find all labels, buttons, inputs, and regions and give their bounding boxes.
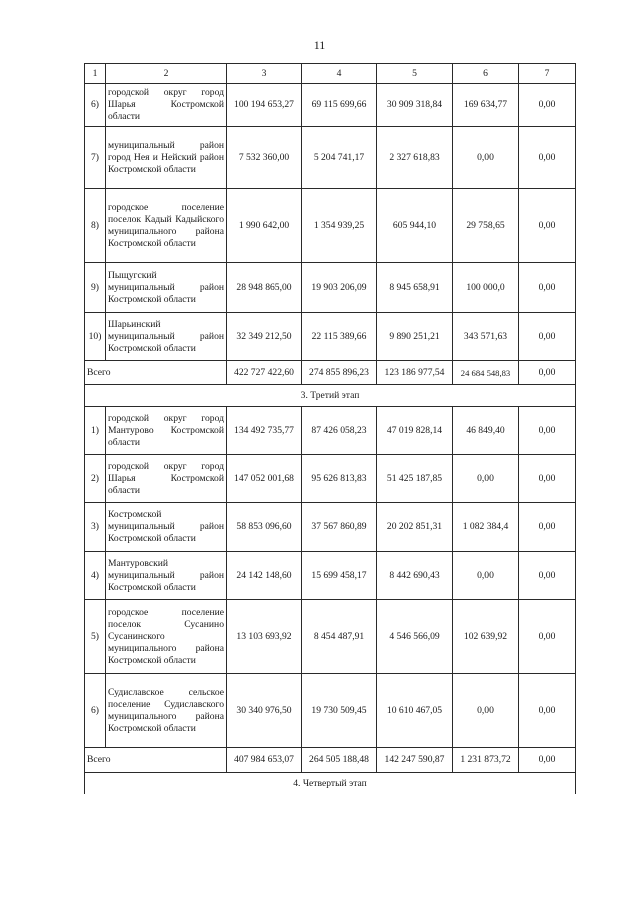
cell-fund: 19 903 206,09: [302, 263, 377, 313]
cell-total-cost: 100 194 653,27: [227, 84, 302, 127]
cell-other: 0,00: [519, 600, 576, 674]
total-regional-budget: 123 186 977,54: [377, 361, 453, 385]
column-header: 3: [227, 64, 302, 84]
total-cost: 407 984 653,07: [227, 748, 302, 773]
total-local-budget: 24 684 548,83: [453, 361, 519, 385]
cell-local-budget: 343 571,63: [453, 313, 519, 361]
cell-local-budget: 0,00: [453, 455, 519, 503]
cell-other: 0,00: [519, 407, 576, 455]
cell-regional-budget: 47 019 828,14: [377, 407, 453, 455]
total-fund: 264 505 188,48: [302, 748, 377, 773]
total-regional-budget: 142 247 590,87: [377, 748, 453, 773]
total-label: Всего: [85, 748, 227, 773]
funding-table: [84, 63, 576, 794]
cell-local-budget: 169 634,77: [453, 84, 519, 127]
municipality-name: Судиславское сельское поселение Судиславского муниципального района Костромской области: [106, 674, 227, 748]
cell-other: 0,00: [519, 552, 576, 600]
row-number: 4): [85, 552, 106, 600]
cell-local-budget: 46 849,40: [453, 407, 519, 455]
table-row: [85, 84, 576, 127]
municipality-name: городской округ город Шарья Костромской области: [106, 84, 227, 127]
cell-local-budget: 1 082 384,4: [453, 503, 519, 552]
stage-title: 4. Четвертый этап: [85, 773, 576, 795]
total-row: [85, 361, 576, 385]
municipality-name: городское поселение поселок Сусанино Сусанинского муниципального района Костромской области: [106, 600, 227, 674]
cell-fund: 15 699 458,17: [302, 552, 377, 600]
row-number: 9): [85, 263, 106, 313]
municipality-name: городское поселение поселок Кадый Кадыйского муниципального района Костромской области: [106, 189, 227, 263]
cell-total-cost: 1 990 642,00: [227, 189, 302, 263]
cell-regional-budget: 605 944,10: [377, 189, 453, 263]
cell-regional-budget: 8 945 658,91: [377, 263, 453, 313]
cell-regional-budget: 51 425 187,85: [377, 455, 453, 503]
stage-row: [85, 385, 576, 407]
total-fund: 274 855 896,23: [302, 361, 377, 385]
column-header: 6: [453, 64, 519, 84]
row-number: 8): [85, 189, 106, 263]
column-header: 2: [106, 64, 227, 84]
municipality-name: Мантуровский муниципальный район Костромской области: [106, 552, 227, 600]
cell-other: 0,00: [519, 84, 576, 127]
table-row: [85, 503, 576, 552]
column-header: 5: [377, 64, 453, 84]
cell-regional-budget: 2 327 618,83: [377, 127, 453, 189]
row-number: 10): [85, 313, 106, 361]
cell-total-cost: 58 853 096,60: [227, 503, 302, 552]
cell-other: 0,00: [519, 263, 576, 313]
row-number: 6): [85, 84, 106, 127]
cell-other: 0,00: [519, 189, 576, 263]
stage-title: 3. Третий этап: [85, 385, 576, 407]
total-cost: 422 727 422,60: [227, 361, 302, 385]
cell-local-budget: 0,00: [453, 127, 519, 189]
total-local-budget: 1 231 873,72: [453, 748, 519, 773]
row-number: 1): [85, 407, 106, 455]
cell-local-budget: 100 000,0: [453, 263, 519, 313]
cell-total-cost: 30 340 976,50: [227, 674, 302, 748]
cell-local-budget: 0,00: [453, 552, 519, 600]
cell-fund: 69 115 699,66: [302, 84, 377, 127]
cell-total-cost: 28 948 865,00: [227, 263, 302, 313]
table-row: [85, 407, 576, 455]
table-row: [85, 263, 576, 313]
total-row: [85, 748, 576, 773]
table-row: [85, 189, 576, 263]
cell-total-cost: 7 532 360,00: [227, 127, 302, 189]
cell-fund: 37 567 860,89: [302, 503, 377, 552]
total-other: 0,00: [519, 748, 576, 773]
cell-fund: 5 204 741,17: [302, 127, 377, 189]
cell-fund: 95 626 813,83: [302, 455, 377, 503]
total-other: 0,00: [519, 361, 576, 385]
cell-fund: 1 354 939,25: [302, 189, 377, 263]
row-number: 2): [85, 455, 106, 503]
cell-regional-budget: 30 909 318,84: [377, 84, 453, 127]
municipality-name: Пыщугский муниципальный район Костромской области: [106, 263, 227, 313]
column-header: 7: [519, 64, 576, 84]
table-row: [85, 313, 576, 361]
cell-fund: 19 730 509,45: [302, 674, 377, 748]
column-header: 1: [85, 64, 106, 84]
table-row: [85, 455, 576, 503]
table-row: [85, 127, 576, 189]
table-row: [85, 600, 576, 674]
cell-regional-budget: 9 890 251,21: [377, 313, 453, 361]
row-number: 7): [85, 127, 106, 189]
cell-other: 0,00: [519, 455, 576, 503]
municipality-name: Костромской муниципальный район Костромской области: [106, 503, 227, 552]
cell-other: 0,00: [519, 127, 576, 189]
cell-total-cost: 13 103 693,92: [227, 600, 302, 674]
cell-regional-budget: 10 610 467,05: [377, 674, 453, 748]
cell-regional-budget: 20 202 851,31: [377, 503, 453, 552]
row-number: 6): [85, 674, 106, 748]
stage-row: [85, 773, 576, 795]
cell-regional-budget: 8 442 690,43: [377, 552, 453, 600]
cell-other: 0,00: [519, 674, 576, 748]
page-number: 11: [313, 38, 326, 52]
municipality-name: муниципальный район город Нея и Нейский район Костромской области: [106, 127, 227, 189]
cell-fund: 87 426 058,23: [302, 407, 377, 455]
row-number: 5): [85, 600, 106, 674]
row-number: 3): [85, 503, 106, 552]
column-header: 4: [302, 64, 377, 84]
table-row: [85, 674, 576, 748]
municipality-name: Шарьинский муниципальный район Костромской области: [106, 313, 227, 361]
total-label: Всего: [85, 361, 227, 385]
column-header-row: [85, 64, 576, 84]
cell-total-cost: 32 349 212,50: [227, 313, 302, 361]
cell-total-cost: 24 142 148,60: [227, 552, 302, 600]
cell-other: 0,00: [519, 313, 576, 361]
cell-fund: 8 454 487,91: [302, 600, 377, 674]
municipality-name: городской округ город Шарья Костромской области: [106, 455, 227, 503]
cell-total-cost: 134 492 735,77: [227, 407, 302, 455]
cell-local-budget: 29 758,65: [453, 189, 519, 263]
cell-other: 0,00: [519, 503, 576, 552]
cell-regional-budget: 4 546 566,09: [377, 600, 453, 674]
table-row: [85, 552, 576, 600]
cell-total-cost: 147 052 001,68: [227, 455, 302, 503]
municipality-name: городской округ город Мантурово Костромской области: [106, 407, 227, 455]
cell-local-budget: 102 639,92: [453, 600, 519, 674]
cell-local-budget: 0,00: [453, 674, 519, 748]
cell-fund: 22 115 389,66: [302, 313, 377, 361]
